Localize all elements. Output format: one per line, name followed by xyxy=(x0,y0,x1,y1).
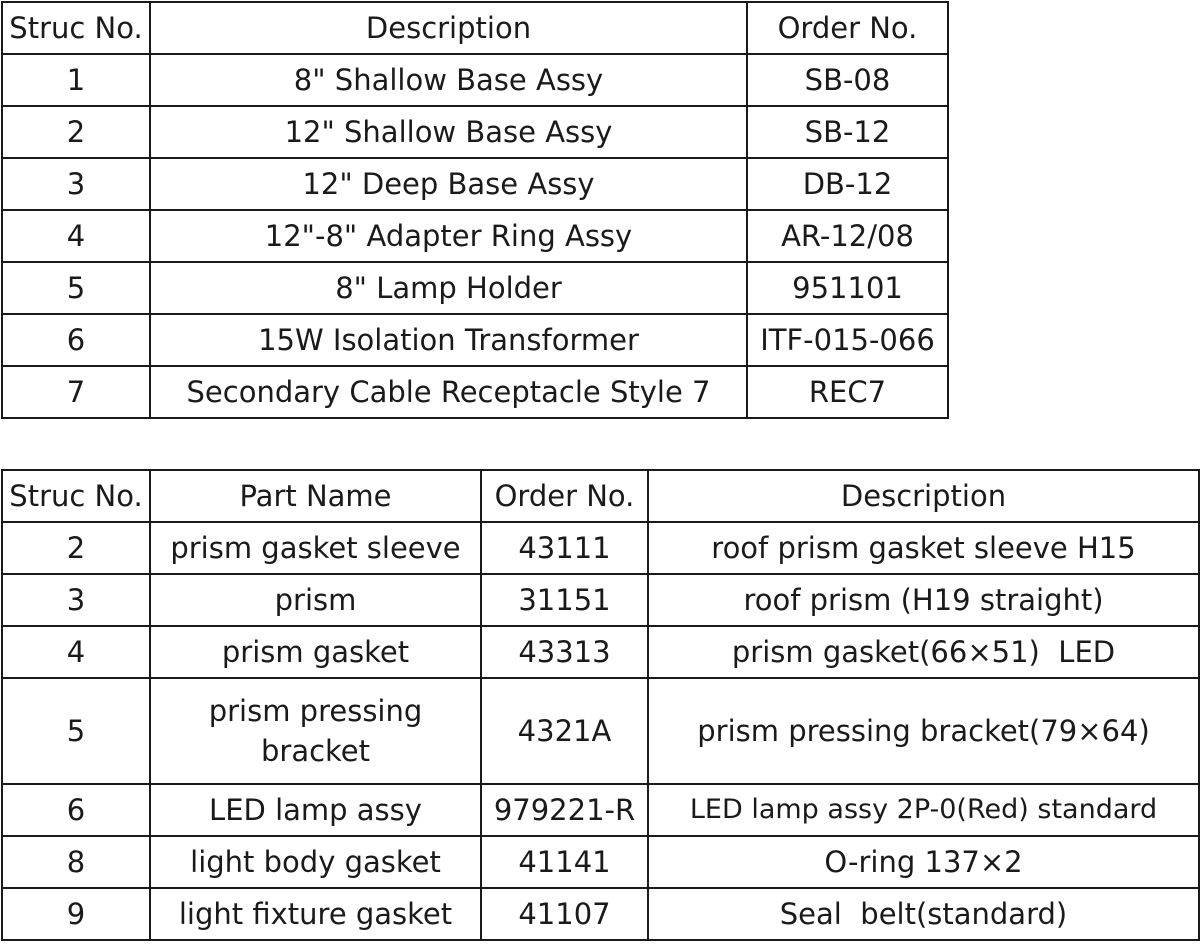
struc-no-cell: 4 xyxy=(2,626,150,678)
description-cell: 12" Shallow Base Assy xyxy=(150,106,747,158)
part-name-cell: prism gasket xyxy=(150,626,481,678)
table-row xyxy=(2,262,948,314)
part-name-cell: prism pressing bracket xyxy=(150,678,481,784)
description-cell: Seal belt(standard) xyxy=(648,888,1199,940)
description-cell: prism gasket(66×51) LED xyxy=(648,626,1199,678)
column-header-part-name: Part Name xyxy=(150,470,481,522)
struc-no-cell: 6 xyxy=(2,314,150,366)
part-name-cell: prism gasket sleeve xyxy=(150,522,481,574)
table-row xyxy=(2,784,1199,836)
table-header-row xyxy=(2,470,1199,522)
struc-no-cell: 5 xyxy=(2,678,150,784)
table-row xyxy=(2,678,1199,784)
table-row xyxy=(2,314,948,366)
column-header-order-no: Order No. xyxy=(481,470,648,522)
column-header-order-no: Order No. xyxy=(747,2,948,54)
part-name-cell: prism xyxy=(150,574,481,626)
table-row xyxy=(2,54,948,106)
order-no-cell: DB-12 xyxy=(747,158,948,210)
struc-no-cell: 4 xyxy=(2,210,150,262)
order-no-cell: SB-08 xyxy=(747,54,948,106)
order-no-cell: REC7 xyxy=(747,366,948,418)
table-row xyxy=(2,888,1199,940)
part-name-cell: light body gasket xyxy=(150,836,481,888)
order-no-cell: SB-12 xyxy=(747,106,948,158)
order-no-cell: AR-12/08 xyxy=(747,210,948,262)
order-no-cell: ITF-015-066 xyxy=(747,314,948,366)
part-name-cell: light fixture gasket xyxy=(150,888,481,940)
order-no-cell: 951101 xyxy=(747,262,948,314)
table-row xyxy=(2,210,948,262)
table-row xyxy=(2,158,948,210)
column-header-struc-no: Struc No. xyxy=(2,2,150,54)
table-row xyxy=(2,626,1199,678)
table-header-row xyxy=(2,2,948,54)
order-no-cell: 43111 xyxy=(481,522,648,574)
table-row xyxy=(2,522,1199,574)
struc-no-cell: 3 xyxy=(2,158,150,210)
part-name-cell: LED lamp assy xyxy=(150,784,481,836)
column-header-struc-no: Struc No. xyxy=(2,470,150,522)
struc-no-cell: 5 xyxy=(2,262,150,314)
table-row xyxy=(2,836,1199,888)
struc-no-cell: 2 xyxy=(2,522,150,574)
order-no-cell: 979221-R xyxy=(481,784,648,836)
description-cell: O-ring 137×2 xyxy=(648,836,1199,888)
column-header-description: Description xyxy=(648,470,1199,522)
order-no-cell: 31151 xyxy=(481,574,648,626)
table-row xyxy=(2,106,948,158)
description-cell: Secondary Cable Receptacle Style 7 xyxy=(150,366,747,418)
order-no-cell: 4321A xyxy=(481,678,648,784)
description-cell: roof prism (H19 straight) xyxy=(648,574,1199,626)
struc-no-cell: 8 xyxy=(2,836,150,888)
struc-no-cell: 1 xyxy=(2,54,150,106)
description-cell: 8" Lamp Holder xyxy=(150,262,747,314)
description-cell: 12" Deep Base Assy xyxy=(150,158,747,210)
description-cell: 15W Isolation Transformer xyxy=(150,314,747,366)
order-no-cell: 41107 xyxy=(481,888,648,940)
struc-no-cell: 6 xyxy=(2,784,150,836)
parts-table xyxy=(1,469,1200,941)
description-cell: 12"-8" Adapter Ring Assy xyxy=(150,210,747,262)
order-no-cell: 41141 xyxy=(481,836,648,888)
description-cell: roof prism gasket sleeve H15 xyxy=(648,522,1199,574)
column-header-description: Description xyxy=(150,2,747,54)
description-cell: prism pressing bracket(79×64) xyxy=(648,678,1199,784)
struc-no-cell: 7 xyxy=(2,366,150,418)
assemblies-table xyxy=(1,1,949,419)
table-row xyxy=(2,574,1199,626)
description-cell: 8" Shallow Base Assy xyxy=(150,54,747,106)
order-no-cell: 43313 xyxy=(481,626,648,678)
struc-no-cell: 2 xyxy=(2,106,150,158)
struc-no-cell: 3 xyxy=(2,574,150,626)
description-cell: LED lamp assy 2P-0(Red) standard xyxy=(648,784,1199,836)
table-row xyxy=(2,366,948,418)
struc-no-cell: 9 xyxy=(2,888,150,940)
